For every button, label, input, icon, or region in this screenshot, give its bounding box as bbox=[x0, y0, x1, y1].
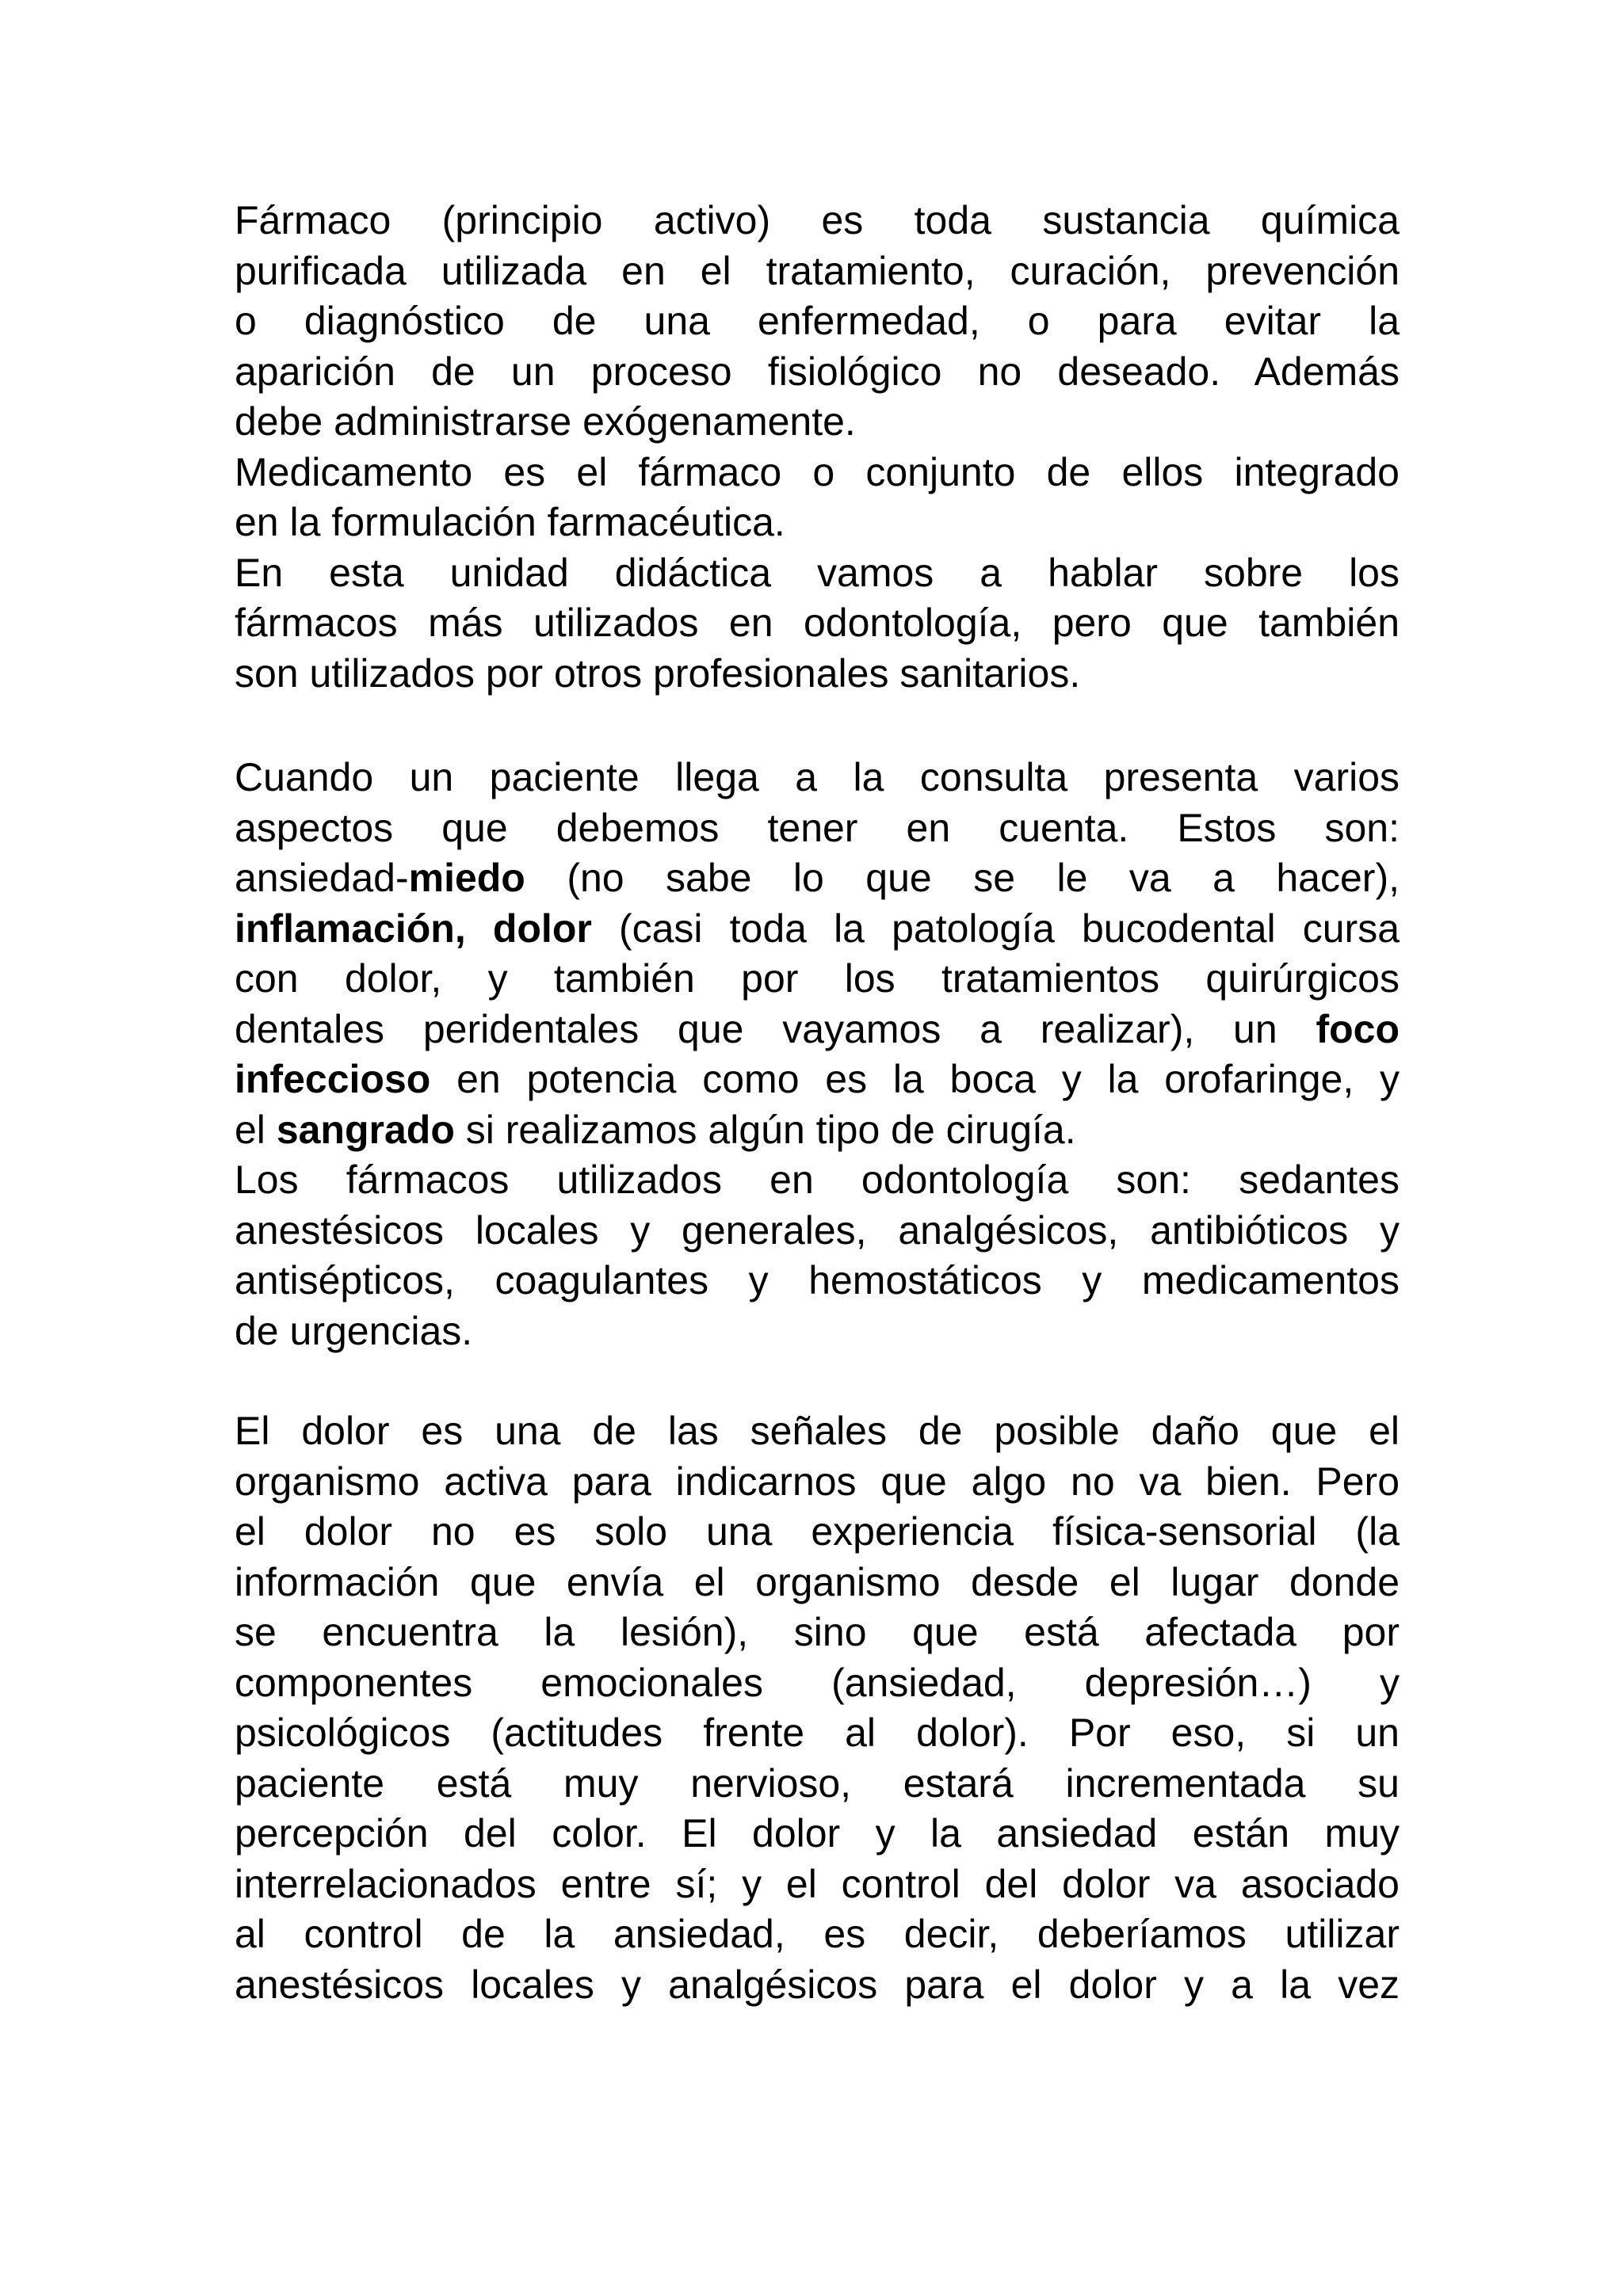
text-line: Fármaco (principio activo) es toda sustancia química bbox=[235, 198, 1400, 242]
text-line: Cuando un paciente llega a la consulta presenta varios bbox=[235, 755, 1400, 799]
text-run: ansiedad- bbox=[235, 856, 409, 900]
text-line: son utilizados por otros profesionales sanitarios. bbox=[235, 650, 1081, 696]
text-line: el dolor no es solo una experiencia física-sensorial (la bbox=[235, 1509, 1400, 1554]
text-run: si realizamos algún tipo de cirugía. bbox=[454, 1107, 1076, 1152]
text-line: fármacos más utilizados en odontología, pero que también bbox=[235, 601, 1400, 645]
bold-term-infeccioso: infeccioso bbox=[235, 1057, 431, 1101]
bold-term-miedo: miedo bbox=[408, 856, 525, 900]
text-line: interrelacionados entre sí; y el control del dolor va asociado bbox=[235, 1861, 1400, 1906]
text-line: Los fármacos utilizados en odontología son: sedantes bbox=[235, 1158, 1400, 1202]
text-line: anestésicos locales y generales, analgésicos, antibióticos y bbox=[235, 1207, 1400, 1253]
text-line bbox=[235, 1105, 1400, 1156]
text-line: se encuentra la lesión), sino que está afectada por bbox=[235, 1610, 1400, 1654]
text-line: en la formulación farmacéutica. bbox=[235, 500, 785, 544]
text-line: percepción del color. El dolor y la ansiedad están muy bbox=[235, 1811, 1400, 1855]
text-line: Medicamento es el fármaco o conjunto de ellos integrado bbox=[235, 449, 1400, 494]
text-line: aspectos que debemos tener en cuenta. Estos son: bbox=[235, 805, 1400, 850]
text-line: componentes emocionales (ansiedad, depresión…) y bbox=[235, 1660, 1400, 1705]
text-line: organismo activa para indicarnos que algo no va bien. Pero bbox=[235, 1459, 1400, 1504]
text-line: información que envía el organismo desde el lugar donde bbox=[235, 1559, 1400, 1604]
text-line: En esta unidad didáctica vamos a hablar sobre los bbox=[235, 550, 1400, 595]
text-line bbox=[235, 853, 1400, 904]
text-line bbox=[235, 904, 1400, 955]
text-line: o diagnóstico de una enfermedad, o para evitar la bbox=[235, 299, 1400, 343]
bold-term-sangrado: sangrado bbox=[276, 1107, 455, 1152]
text-line: paciente está muy nervioso, estará incrementada su bbox=[235, 1760, 1400, 1806]
text-line: al control de la ansiedad, es decir, deberíamos utilizar bbox=[235, 1912, 1400, 1956]
paragraph-definitions bbox=[235, 196, 1400, 699]
text-line bbox=[235, 1055, 1400, 1105]
text-run: dentales peridentales que vayamos a realizar), un bbox=[235, 1006, 1316, 1051]
bold-term-inflamacion-dolor: inflamación, dolor bbox=[235, 906, 592, 951]
text-line bbox=[235, 1005, 1400, 1055]
text-line: de urgencias. bbox=[235, 1308, 473, 1353]
text-line: El dolor es una de las señales de posible daño que el bbox=[235, 1409, 1400, 1453]
text-run: en potencia como es la boca y la orofaringe, y bbox=[430, 1057, 1400, 1101]
text-run: (casi toda la patología bucodental cursa bbox=[591, 906, 1400, 951]
text-line: anestésicos locales y analgésicos para el dolor y a la vez bbox=[235, 1962, 1400, 2007]
text-line: debe administrarse exógenamente. bbox=[235, 399, 856, 444]
text-line: antisépticos, coagulantes y hemostáticos y medicamentos bbox=[235, 1258, 1400, 1302]
text-run: (no sabe lo que se le va a hacer), bbox=[525, 856, 1400, 900]
text-line: aparición de un proceso fisiológico no deseado. Además bbox=[235, 349, 1400, 394]
bold-term-foco: foco bbox=[1316, 1006, 1400, 1051]
paragraph-pain bbox=[235, 1406, 1400, 2010]
text-line: purificada utilizada en el tratamiento, curación, prevención bbox=[235, 248, 1400, 293]
text-line: psicológicos (actitudes frente al dolor). Por eso, si un bbox=[235, 1711, 1400, 1755]
text-run: el bbox=[235, 1107, 277, 1152]
paragraph-patient-aspects bbox=[235, 753, 1400, 1356]
text-line: con dolor, y también por los tratamientos quirúrgicos bbox=[235, 956, 1400, 1001]
